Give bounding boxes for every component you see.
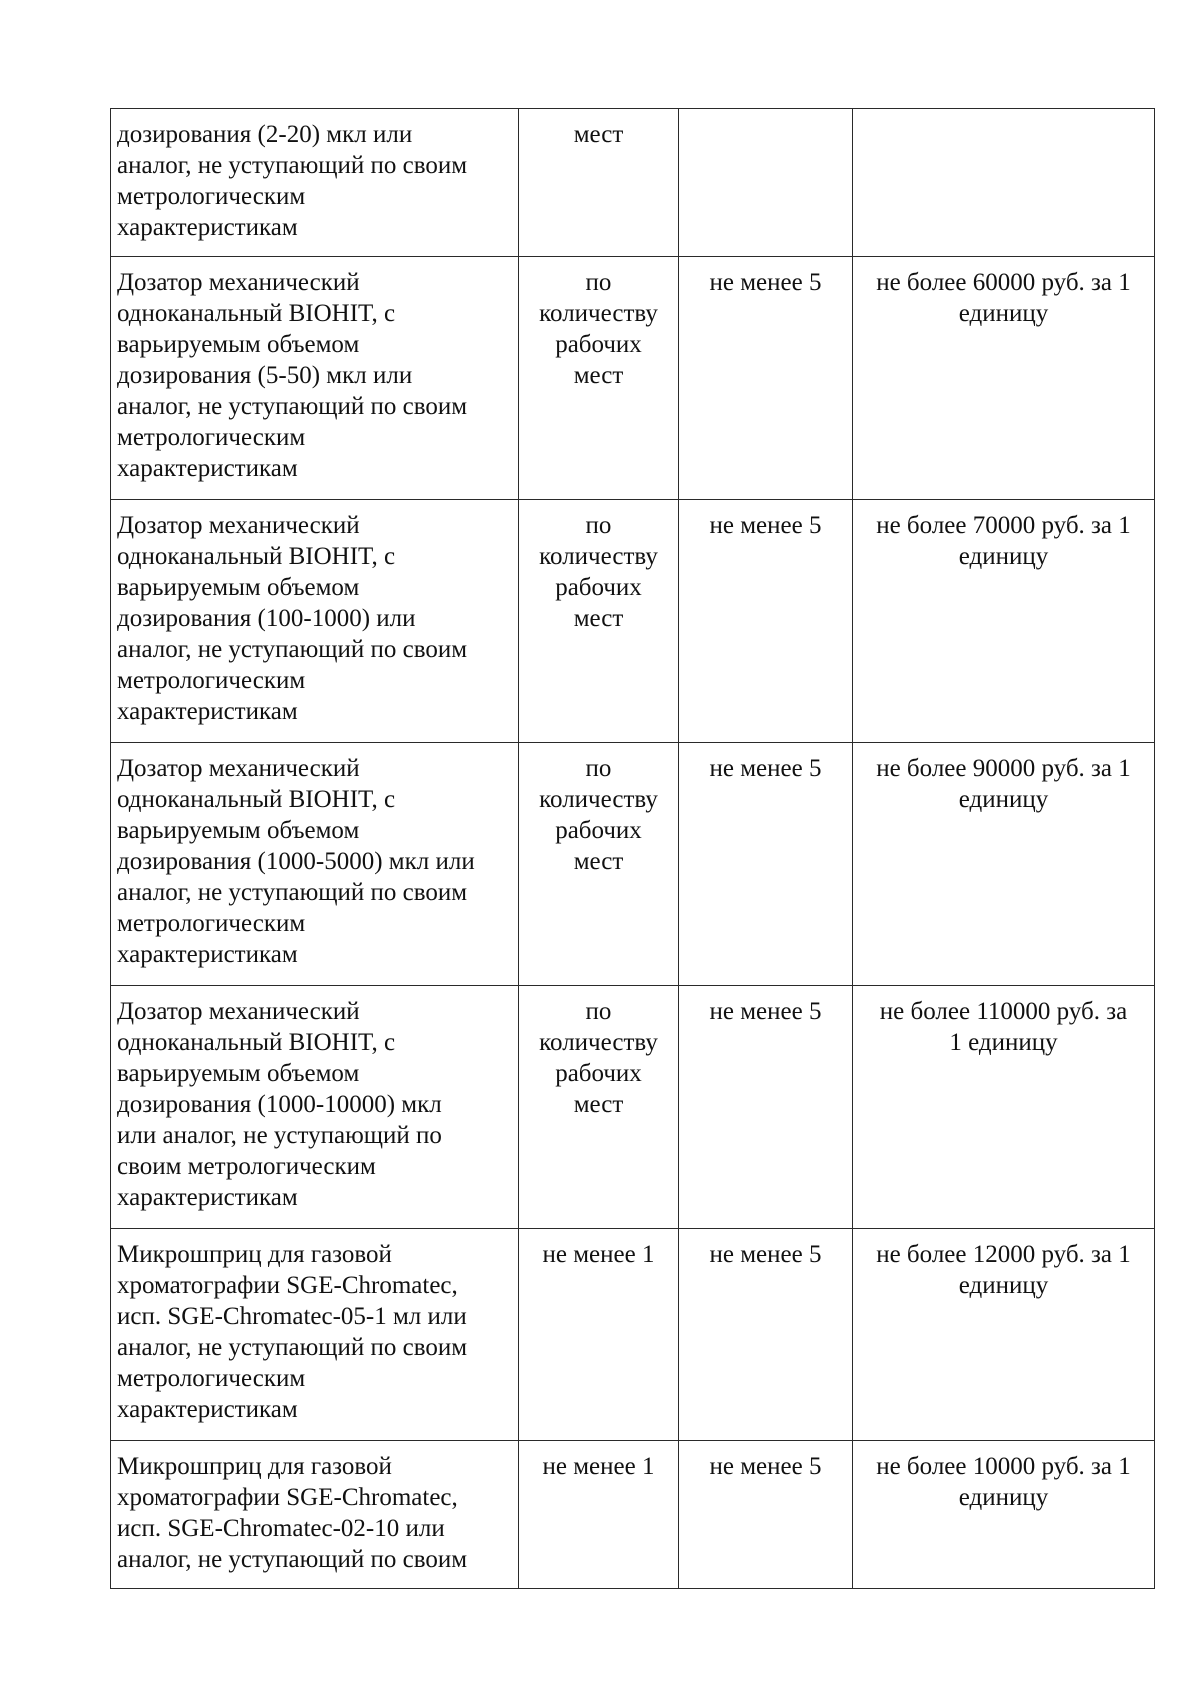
table-row [111, 500, 1155, 743]
quantity-cell [519, 500, 679, 743]
cell-text-line: метрологическим [117, 183, 306, 210]
specification-table [110, 108, 1155, 1589]
cell-text-line: по [585, 998, 612, 1025]
cell-text-line: хроматографии SGE-Chromatec, [117, 1272, 458, 1299]
cell-text-line: мест [573, 848, 624, 875]
price-cell [853, 986, 1155, 1229]
cell-text-line: варьируемым объемом [117, 574, 360, 601]
cell-text-line: количеству [539, 543, 658, 570]
cell-text-line: не более 10000 руб. за 1 [876, 1453, 1131, 1480]
cell-text-line: количеству [539, 1029, 658, 1056]
minimum-cell [679, 743, 853, 986]
cell-text-line: по [585, 512, 612, 539]
quantity-cell [519, 1441, 679, 1589]
cell-text-line: рабочих [555, 331, 642, 358]
cell-text-line: не более 12000 руб. за 1 [876, 1241, 1131, 1268]
cell-text-line: варьируемым объемом [117, 1060, 360, 1087]
cell-text-line: дозирования (1000-5000) мкл или [117, 848, 475, 875]
cell-text-line: не менее 5 [709, 1453, 822, 1480]
quantity-cell [519, 1229, 679, 1441]
table-body [111, 109, 1155, 1589]
cell-text-line: аналог, не уступающий по своим [117, 152, 468, 179]
cell-text-line: Дозатор механический [117, 755, 360, 782]
cell-text-line: единицу [958, 543, 1049, 570]
cell-text-line: единицу [958, 786, 1049, 813]
cell-text-line: характеристикам [117, 1396, 298, 1423]
cell-text-line: мест [573, 605, 624, 632]
item-name-cell [111, 109, 519, 257]
minimum-cell [679, 986, 853, 1229]
cell-text-line: рабочих [555, 574, 642, 601]
cell-text-line: метрологическим [117, 424, 306, 451]
cell-text-line: мест [573, 1091, 624, 1118]
cell-text-line: аналог, не уступающий по своим [117, 636, 468, 663]
quantity-cell [519, 257, 679, 500]
minimum-cell [679, 500, 853, 743]
quantity-cell [519, 986, 679, 1229]
table-row [111, 986, 1155, 1229]
cell-text-line: дозирования (1000-10000) мкл [117, 1091, 442, 1118]
price-cell [853, 257, 1155, 500]
cell-text-line: дозирования (2-20) мкл или [117, 121, 413, 148]
cell-text-line: одноканальный BIOHIT, с [117, 543, 396, 570]
cell-text-line: не менее 5 [709, 269, 822, 296]
cell-text-line: исп. SGE-Chromatec-05-1 мл или [117, 1303, 467, 1330]
cell-text-line: дозирования (5-50) мкл или [117, 362, 413, 389]
item-name-cell [111, 743, 519, 986]
item-name-cell [111, 257, 519, 500]
cell-text-line: единицу [958, 1484, 1049, 1511]
cell-text-line: единицу [958, 1272, 1049, 1299]
minimum-cell [679, 1229, 853, 1441]
cell-text-line: характеристикам [117, 698, 298, 725]
cell-text-line: одноканальный BIOHIT, с [117, 1029, 396, 1056]
cell-text-line: варьируемым объемом [117, 331, 360, 358]
cell-text-line: аналог, не уступающий по своим [117, 1546, 468, 1573]
price-cell [853, 500, 1155, 743]
item-name-cell [111, 1441, 519, 1589]
cell-text-line: по [585, 269, 612, 296]
cell-text-line: мест [573, 121, 624, 148]
cell-text-line: не более 110000 руб. за [879, 998, 1128, 1025]
cell-text-line: не менее 1 [542, 1453, 655, 1480]
table-row [111, 257, 1155, 500]
cell-text-line: рабочих [555, 1060, 642, 1087]
minimum-cell [679, 257, 853, 500]
cell-text-line: метрологическим [117, 1365, 306, 1392]
cell-text-line: не менее 5 [709, 998, 822, 1025]
cell-text-line: одноканальный BIOHIT, с [117, 300, 396, 327]
table-row [111, 109, 1155, 257]
minimum-cell [679, 1441, 853, 1589]
cell-text-line: Микрошприц для газовой [117, 1241, 392, 1268]
cell-text-line: аналог, не уступающий по своим [117, 879, 468, 906]
cell-text-line: Дозатор механический [117, 998, 360, 1025]
quantity-cell [519, 109, 679, 257]
cell-text-line: своим метрологическим [117, 1153, 376, 1180]
cell-text-line: или аналог, не уступающий по [117, 1122, 442, 1149]
quantity-cell [519, 743, 679, 986]
item-name-cell [111, 986, 519, 1229]
table-row [111, 1229, 1155, 1441]
cell-text-line: не менее 5 [709, 512, 822, 539]
price-cell [853, 1229, 1155, 1441]
cell-text-line: не менее 1 [542, 1241, 655, 1268]
cell-text-line: количеству [539, 786, 658, 813]
cell-text-line: характеристикам [117, 941, 298, 968]
cell-text-line: не более 60000 руб. за 1 [876, 269, 1131, 296]
item-name-cell [111, 1229, 519, 1441]
cell-text-line: мест [573, 362, 624, 389]
cell-text-line: аналог, не уступающий по своим [117, 393, 468, 420]
cell-text-line: единицу [958, 300, 1049, 327]
cell-text-line: по [585, 755, 612, 782]
table-row [111, 1441, 1155, 1589]
item-name-cell [111, 500, 519, 743]
cell-text-line: дозирования (100-1000) или [117, 605, 416, 632]
cell-text-line: одноканальный BIOHIT, с [117, 786, 396, 813]
cell-text-line: количеству [539, 300, 658, 327]
cell-text-line: Микрошприц для газовой [117, 1453, 392, 1480]
cell-text-line: метрологическим [117, 667, 306, 694]
cell-text-line: Дозатор механический [117, 269, 360, 296]
cell-text-line: аналог, не уступающий по своим [117, 1334, 468, 1361]
table-row [111, 743, 1155, 986]
cell-text-line: не более 70000 руб. за 1 [876, 512, 1131, 539]
price-cell [853, 1441, 1155, 1589]
cell-text-line: не менее 5 [709, 1241, 822, 1268]
cell-text-line: не менее 5 [709, 755, 822, 782]
price-cell [853, 109, 1155, 257]
cell-text-line: исп. SGE-Chromatec-02-10 или [117, 1515, 445, 1542]
cell-text-line: рабочих [555, 817, 642, 844]
cell-text-line: характеристикам [117, 214, 298, 241]
cell-text-line: варьируемым объемом [117, 817, 360, 844]
cell-text-line: характеристикам [117, 455, 298, 482]
cell-text-line: характеристикам [117, 1184, 298, 1211]
cell-text-line: метрологическим [117, 910, 306, 937]
cell-text-line: 1 единицу [949, 1029, 1058, 1056]
minimum-cell [679, 109, 853, 257]
cell-text-line: Дозатор механический [117, 512, 360, 539]
cell-text-line: хроматографии SGE-Chromatec, [117, 1484, 458, 1511]
price-cell [853, 743, 1155, 986]
cell-text-line: не более 90000 руб. за 1 [876, 755, 1131, 782]
